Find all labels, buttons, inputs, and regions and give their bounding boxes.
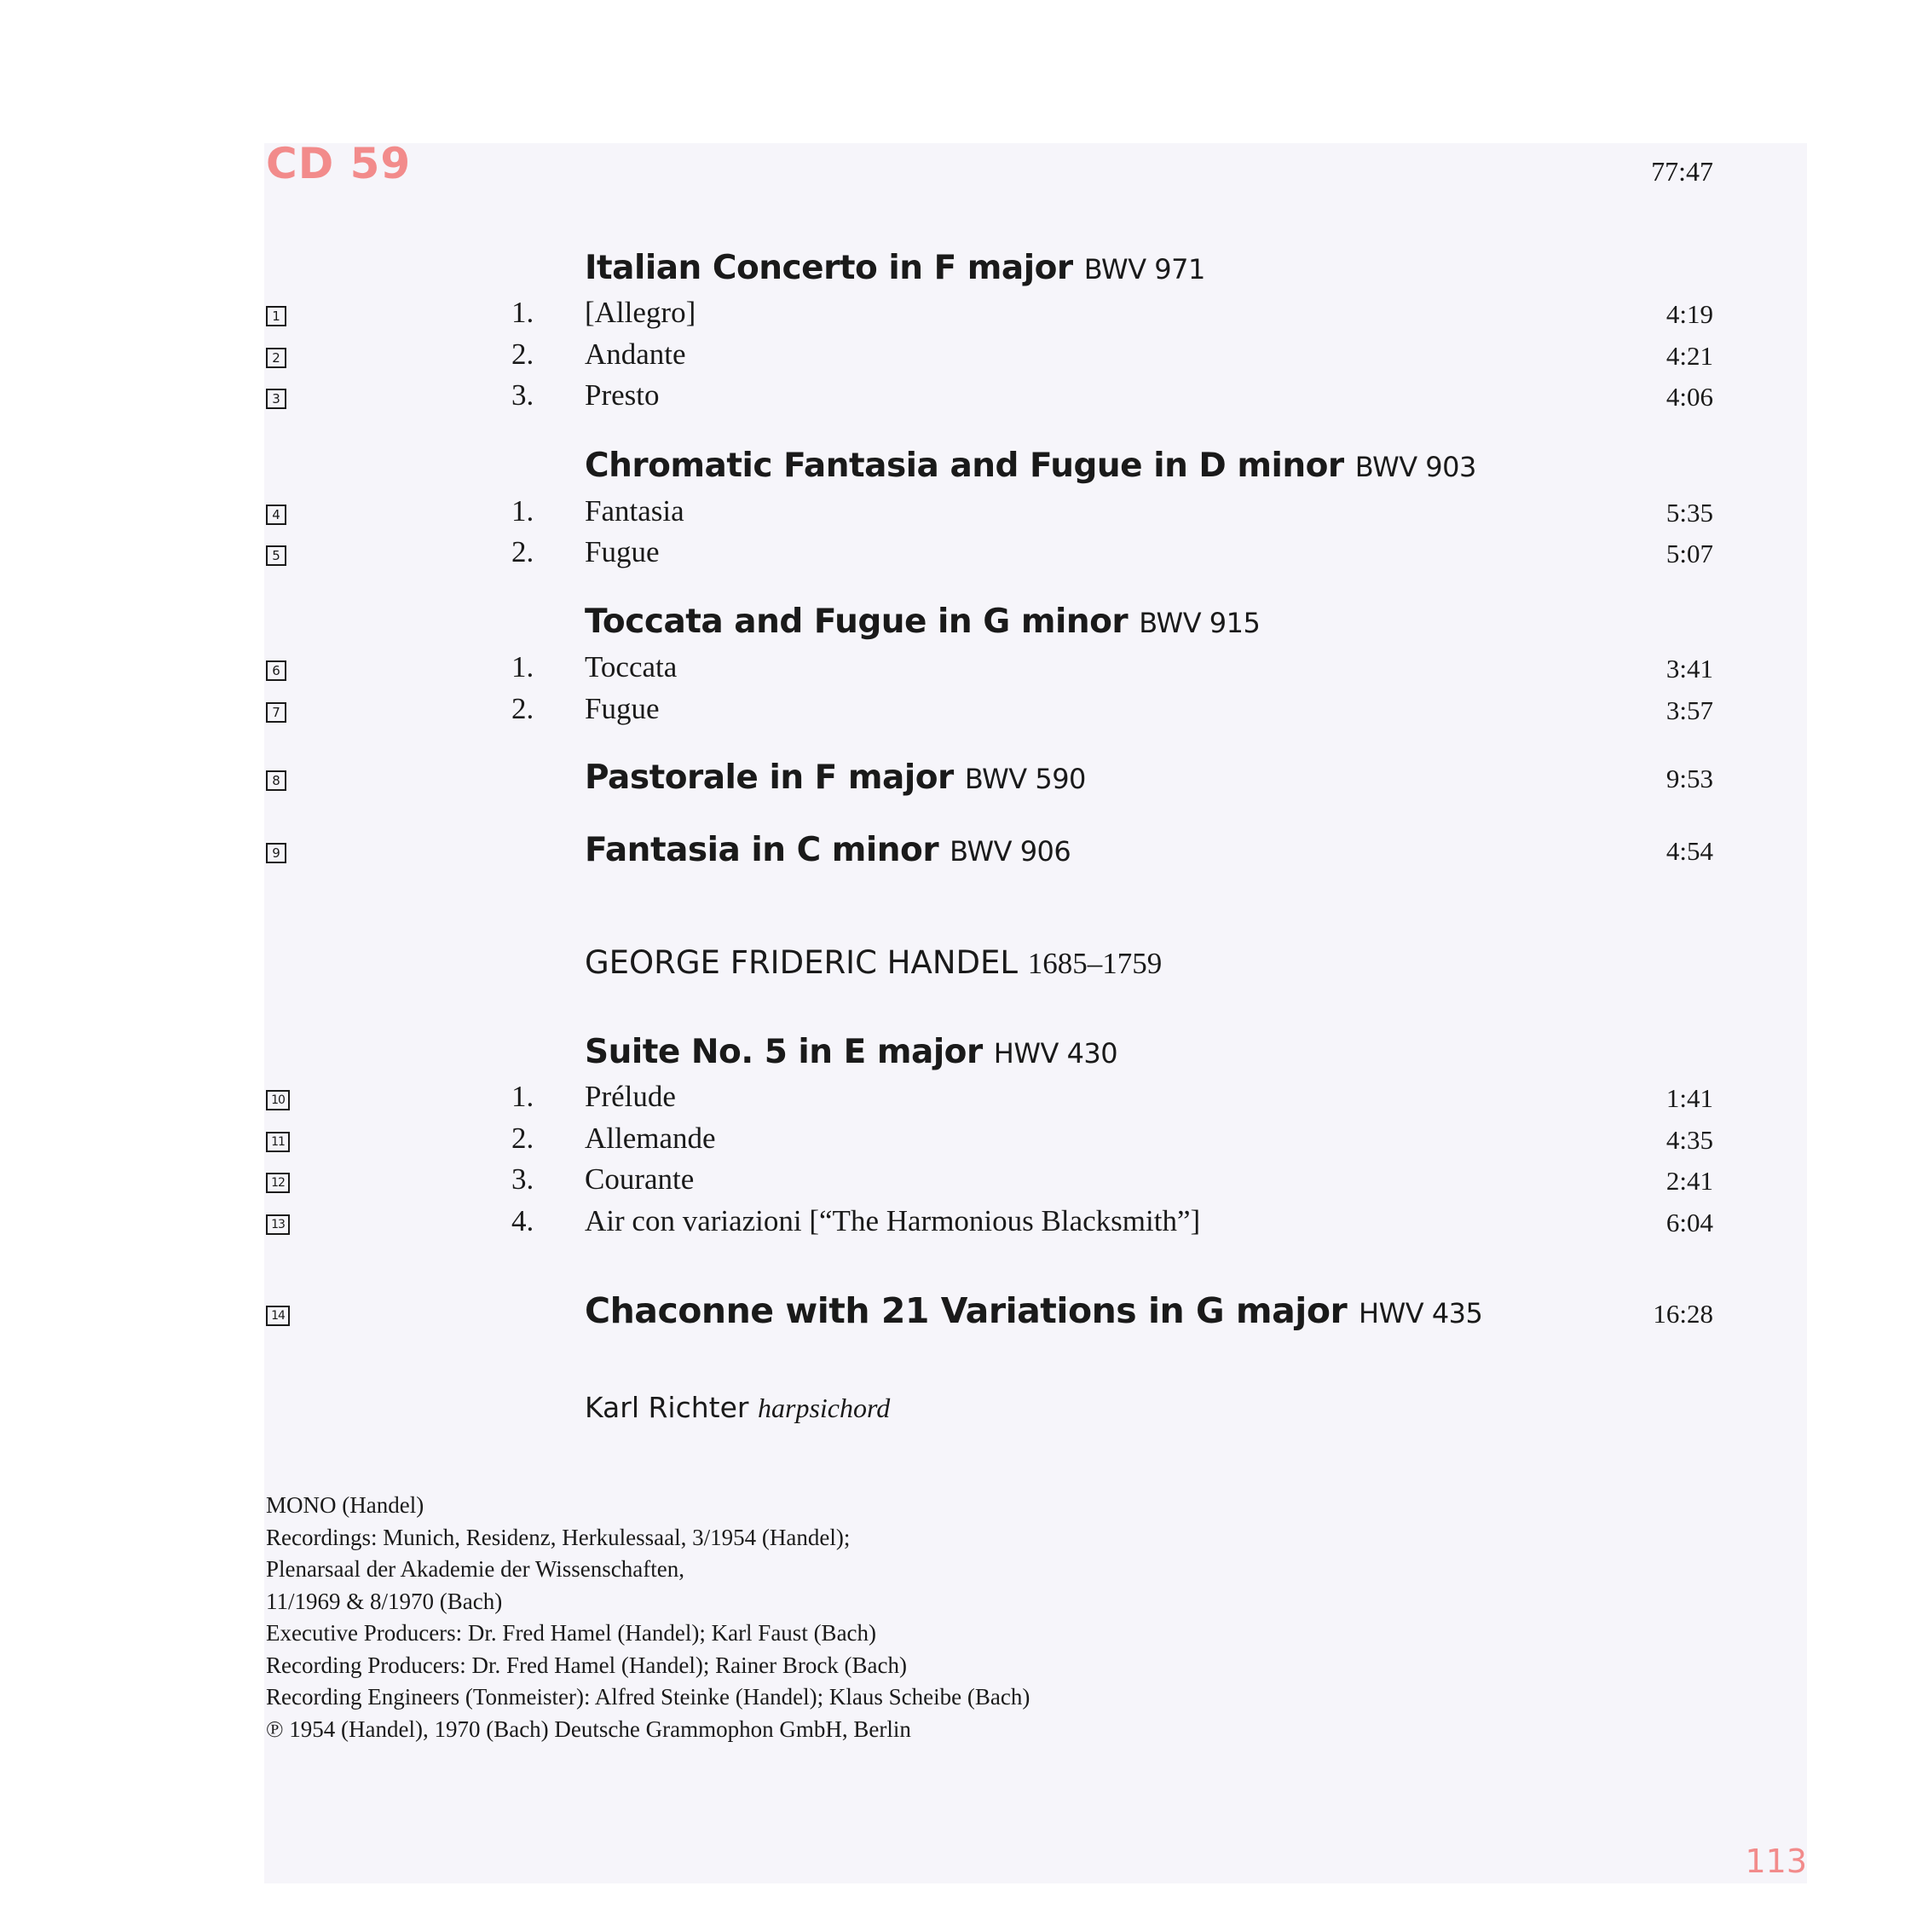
track-number-box: 11: [266, 1132, 290, 1152]
work-catalog: HWV 430: [993, 1037, 1118, 1070]
movement-number: 2.: [511, 535, 534, 568]
page-number: 113: [1745, 1843, 1807, 1880]
track-duration: 3:41: [1665, 654, 1713, 683]
work-title-text: Pastorale in F major: [585, 758, 954, 797]
track-row[interactable]: [0, 650, 1905, 691]
track-number-box: 3: [266, 389, 286, 409]
credit-line: Plenarsaal der Akademie der Wissenschaften,: [266, 1556, 684, 1582]
recording-credits: [266, 1490, 1289, 1745]
work-title: [585, 1290, 1482, 1331]
movement-title: Presto: [585, 378, 660, 412]
track-duration: 4:19: [1665, 299, 1713, 329]
track-number-box: 5: [266, 545, 286, 566]
track-row[interactable]: [0, 1204, 1905, 1245]
credit-line: Executive Producers: Dr. Fred Hamel (Handel); Karl Faust (Bach): [266, 1620, 877, 1646]
composer-name: GEORGE FRIDERIC HANDEL: [585, 944, 1018, 981]
work-title-text: Toccata and Fugue in G minor: [585, 603, 1129, 641]
composer-heading: [585, 944, 1162, 981]
movement-number: 3.: [511, 1162, 534, 1196]
track-duration: 4:21: [1665, 341, 1713, 371]
movement-title: Toccata: [585, 650, 678, 683]
track-duration: 4:54: [1665, 836, 1713, 866]
track-number-box: 7: [266, 702, 286, 723]
work-title-text: Suite No. 5 in E major: [585, 1033, 983, 1071]
movement-number: 2.: [511, 692, 534, 725]
track-row[interactable]: [0, 1080, 1905, 1121]
work-catalog: HWV 435: [1359, 1297, 1483, 1329]
track-number-box: 12: [266, 1173, 290, 1193]
track-row[interactable]: [0, 760, 1905, 801]
track-row[interactable]: [0, 1162, 1905, 1203]
work-title: [585, 603, 1260, 641]
movement-number: 1.: [511, 296, 534, 329]
track-row[interactable]: [0, 296, 1905, 337]
work-catalog: BWV 906: [950, 835, 1071, 868]
work-catalog: BWV 971: [1083, 253, 1205, 285]
movement-number: 2.: [511, 337, 534, 371]
credit-line: Recording Engineers (Tonmeister): Alfred Steinke (Handel); Klaus Scheibe (Bach): [266, 1684, 1030, 1710]
track-duration: 5:07: [1665, 539, 1713, 568]
track-duration: 16:28: [1653, 1299, 1713, 1329]
movement-number: 4.: [511, 1204, 534, 1237]
movement-title: Prélude: [585, 1080, 676, 1113]
movement-title: Air con variazioni [“The Harmonious Blacksmith”]: [585, 1204, 1201, 1237]
track-row[interactable]: [0, 1290, 1905, 1336]
movement-title: Andante: [585, 337, 686, 371]
credit-line: Recordings: Munich, Residenz, Herkulessaal, 3/1954 (Handel);: [266, 1524, 851, 1550]
track-duration: 4:06: [1665, 382, 1713, 412]
track-row[interactable]: [0, 833, 1905, 874]
credit-line: MONO (Handel): [266, 1492, 424, 1518]
movement-number: 2.: [511, 1122, 534, 1155]
work-title-text: Italian Concerto in F major: [585, 249, 1073, 287]
track-duration: 4:35: [1665, 1125, 1713, 1155]
track-duration: 1:41: [1665, 1083, 1713, 1113]
track-row[interactable]: [0, 337, 1905, 378]
work-catalog: BWV 590: [964, 763, 1086, 795]
work-catalog: BWV 915: [1139, 607, 1261, 639]
movement-number: 1.: [511, 1080, 534, 1113]
credit-line: 11/1969 & 8/1970 (Bach): [266, 1588, 503, 1614]
movement-title: Fugue: [585, 535, 660, 568]
work-title: [585, 249, 1205, 287]
work-title-text: Chromatic Fantasia and Fugue in D minor: [585, 447, 1344, 485]
cd-label: CD 59: [266, 139, 412, 188]
track-number-box: 13: [266, 1214, 290, 1235]
movement-title: Fantasia: [585, 494, 684, 528]
movement-title: Fugue: [585, 692, 660, 725]
track-duration: 6:04: [1665, 1208, 1713, 1237]
track-row[interactable]: [0, 378, 1905, 419]
performer-role: harpsichord: [757, 1393, 891, 1423]
work-title: [585, 1033, 1117, 1071]
track-row[interactable]: [0, 1122, 1905, 1162]
track-number-box: 2: [266, 348, 286, 368]
track-number-box: 8: [266, 770, 286, 791]
track-duration: 2:41: [1665, 1166, 1713, 1196]
track-number-box: 14: [266, 1306, 290, 1326]
movement-title: Allemande: [585, 1122, 716, 1155]
track-number-box: 10: [266, 1090, 290, 1110]
performer-name: Karl Richter: [585, 1391, 749, 1424]
work-title: [585, 831, 1071, 869]
track-number-box: 6: [266, 660, 286, 681]
performer-credit: [585, 1391, 890, 1424]
track-number-box: 9: [266, 843, 286, 863]
track-duration: 5:35: [1665, 498, 1713, 528]
work-title-text: Fantasia in C minor: [585, 831, 939, 869]
track-number-box: 1: [266, 306, 286, 326]
total-time: 77:47: [1651, 156, 1713, 187]
work-title: [585, 758, 1086, 797]
credit-line: ℗ 1954 (Handel), 1970 (Bach) Deutsche Grammophon GmbH, Berlin: [266, 1716, 911, 1742]
track-row[interactable]: [0, 494, 1905, 535]
track-row[interactable]: [0, 692, 1905, 733]
composer-dates: 1685–1759: [1027, 947, 1163, 980]
track-duration: 3:57: [1665, 695, 1713, 725]
movement-title: Courante: [585, 1162, 695, 1196]
track-duration: 9:53: [1665, 764, 1713, 793]
track-number-box: 4: [266, 505, 286, 525]
work-catalog: BWV 903: [1354, 451, 1476, 483]
credit-line: Recording Producers: Dr. Fred Hamel (Handel); Rainer Brock (Bach): [266, 1652, 908, 1678]
movement-number: 1.: [511, 650, 534, 683]
track-row[interactable]: [0, 535, 1905, 576]
movement-number: 3.: [511, 378, 534, 412]
work-title: [585, 447, 1476, 485]
movement-title: [Allegro]: [585, 296, 696, 329]
work-title-text: Chaconne with 21 Variations in G major: [585, 1290, 1348, 1331]
movement-number: 1.: [511, 494, 534, 528]
